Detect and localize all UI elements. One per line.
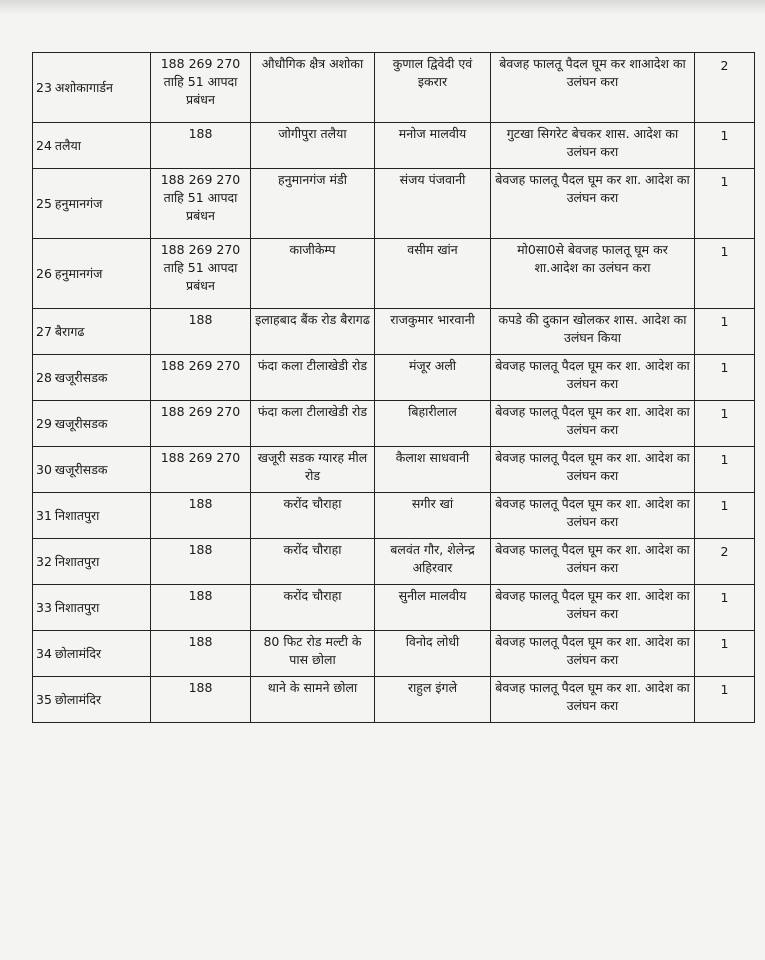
sections-cell bbox=[151, 309, 251, 355]
count-cell: 1 bbox=[695, 585, 755, 631]
police-station-cell bbox=[33, 309, 151, 355]
accused-cell: राजकुमार भारवानी bbox=[375, 309, 491, 355]
table-row bbox=[33, 447, 755, 493]
section-line: ताहि 51 आपदा bbox=[163, 74, 238, 89]
location-cell: फंदा कला टीलाखेडी रोड bbox=[251, 401, 375, 447]
location-cell: काजीकेम्प bbox=[251, 239, 375, 309]
section-line: 188 269 270 bbox=[160, 404, 241, 419]
offence-cell: कपडे की दुकान खोलकर शास. आदेश का उलंघन किया bbox=[491, 309, 695, 355]
serial-number: 29 bbox=[36, 415, 52, 431]
section-line: 188 269 270 bbox=[160, 242, 241, 257]
offence-cell: बेवजह फालतू पैदल घूम कर शा. आदेश का उलंघन करा bbox=[491, 677, 695, 723]
section-line: 188 bbox=[188, 496, 213, 511]
location-cell: 80 फिट रोड मल्टी के पास छोला bbox=[251, 631, 375, 677]
police-station-cell bbox=[33, 539, 151, 585]
count-cell: 2 bbox=[695, 53, 755, 123]
sections-cell bbox=[151, 539, 251, 585]
count-cell: 2 bbox=[695, 539, 755, 585]
section-line: 188 269 270 bbox=[160, 450, 241, 465]
table-row bbox=[33, 309, 755, 355]
fir-table-body bbox=[33, 53, 755, 723]
offence-cell: बेवजह फालतू पैदल घूम कर शा. आदेश का उलंघन करा bbox=[491, 169, 695, 239]
sections-cell bbox=[151, 631, 251, 677]
accused-cell: संजय पंजवानी bbox=[375, 169, 491, 239]
serial-number: 33 bbox=[36, 599, 52, 615]
offence-cell: बेवजह फालतू पैदल घूम कर शा. आदेश का उलंघन करा bbox=[491, 585, 695, 631]
sections-cell bbox=[151, 493, 251, 539]
serial-number: 24 bbox=[36, 137, 52, 153]
count-cell: 1 bbox=[695, 123, 755, 169]
table-row bbox=[33, 585, 755, 631]
police-station-cell bbox=[33, 53, 151, 123]
accused-cell: बिहारीलाल bbox=[375, 401, 491, 447]
accused-cell: सगीर खां bbox=[375, 493, 491, 539]
police-station-name: खजूरीसडक bbox=[54, 461, 108, 477]
police-station-name: खजूरीसडक bbox=[54, 369, 108, 385]
section-line: 188 269 270 bbox=[160, 172, 241, 187]
police-station-name: निशातपुरा bbox=[54, 553, 100, 569]
serial-number: 31 bbox=[36, 507, 52, 523]
count-cell: 1 bbox=[695, 239, 755, 309]
count-cell: 1 bbox=[695, 309, 755, 355]
police-station-cell bbox=[33, 493, 151, 539]
table-row bbox=[33, 169, 755, 239]
section-line: 188 bbox=[188, 312, 213, 327]
police-station-name: छोलामंदिर bbox=[54, 691, 102, 707]
location-cell: करोंद चौराहा bbox=[251, 539, 375, 585]
accused-cell: कुणाल द्विवेदी एवं इकरार bbox=[375, 53, 491, 123]
table-row bbox=[33, 401, 755, 447]
section-line: ताहि 51 आपदा bbox=[163, 190, 238, 205]
table-row bbox=[33, 493, 755, 539]
sections-cell bbox=[151, 53, 251, 123]
table-row bbox=[33, 355, 755, 401]
location-cell: औधौगिक क्षैत्र अशोका bbox=[251, 53, 375, 123]
section-line: 188 bbox=[188, 542, 213, 557]
police-station-name: निशातपुरा bbox=[54, 507, 100, 523]
location-cell: करोंद चौराहा bbox=[251, 493, 375, 539]
location-cell: थाने के सामने छोला bbox=[251, 677, 375, 723]
section-line: 188 bbox=[188, 588, 213, 603]
police-station-cell bbox=[33, 585, 151, 631]
accused-cell: सुनील मालवीय bbox=[375, 585, 491, 631]
count-cell: 1 bbox=[695, 401, 755, 447]
serial-number: 27 bbox=[36, 323, 52, 339]
police-station-cell bbox=[33, 123, 151, 169]
fir-table bbox=[32, 52, 755, 723]
sections-cell bbox=[151, 401, 251, 447]
police-station-cell bbox=[33, 355, 151, 401]
location-cell: हनुमानगंज मंडी bbox=[251, 169, 375, 239]
table-row bbox=[33, 631, 755, 677]
offence-cell: बेवजह फालतू पैदल घूम कर शा. आदेश का उलंघन करा bbox=[491, 401, 695, 447]
location-cell: करोंद चौराहा bbox=[251, 585, 375, 631]
police-station-cell bbox=[33, 401, 151, 447]
offence-cell: गुटखा सिगरेट बेचकर शास. आदेश का उलंघन करा bbox=[491, 123, 695, 169]
offence-cell: बेवजह फालतू पैदल घूम कर शाआदेश का उलंघन करा bbox=[491, 53, 695, 123]
serial-number: 34 bbox=[36, 645, 52, 661]
offence-cell: बेवजह फालतू पैदल घूम कर शा. आदेश का उलंघन करा bbox=[491, 355, 695, 401]
serial-number: 28 bbox=[36, 369, 52, 385]
offence-cell: बेवजह फालतू पैदल घूम कर शा. आदेश का उलंघन करा bbox=[491, 447, 695, 493]
sections-cell bbox=[151, 355, 251, 401]
accused-cell: वसीम खांन bbox=[375, 239, 491, 309]
count-cell: 1 bbox=[695, 355, 755, 401]
police-station-cell bbox=[33, 631, 151, 677]
table-row bbox=[33, 239, 755, 309]
location-cell: इलाहबाद बैंक रोड बैरागढ bbox=[251, 309, 375, 355]
sections-cell bbox=[151, 585, 251, 631]
offence-cell: बेवजह फालतू पैदल घूम कर शा. आदेश का उलंघन करा bbox=[491, 539, 695, 585]
section-line: 188 269 270 bbox=[160, 56, 241, 71]
accused-cell: राहुल इंगले bbox=[375, 677, 491, 723]
police-station-name: हनुमानगंज bbox=[54, 195, 103, 211]
count-cell: 1 bbox=[695, 447, 755, 493]
sections-cell bbox=[151, 447, 251, 493]
sections-cell bbox=[151, 239, 251, 309]
accused-cell: मंजूर अली bbox=[375, 355, 491, 401]
section-line: 188 269 270 bbox=[160, 358, 241, 373]
page-top-edge bbox=[0, 0, 765, 14]
accused-cell: मनोज मालवीय bbox=[375, 123, 491, 169]
location-cell: फंदा कला टीलाखेडी रोड bbox=[251, 355, 375, 401]
police-station-name: बैरागढ bbox=[54, 323, 85, 339]
section-line: 188 bbox=[188, 634, 213, 649]
serial-number: 32 bbox=[36, 553, 52, 569]
police-station-cell bbox=[33, 169, 151, 239]
section-line: प्रबंधन bbox=[186, 208, 215, 223]
section-line: ताहि 51 आपदा bbox=[163, 260, 238, 275]
serial-number: 30 bbox=[36, 461, 52, 477]
police-station-name: खजूरीसडक bbox=[54, 415, 108, 431]
location-cell: खजूरी सडक ग्यारह मील रोड bbox=[251, 447, 375, 493]
police-station-cell bbox=[33, 239, 151, 309]
sections-cell bbox=[151, 123, 251, 169]
serial-number: 35 bbox=[36, 691, 52, 707]
police-station-name: निशातपुरा bbox=[54, 599, 100, 615]
count-cell: 1 bbox=[695, 631, 755, 677]
table-row bbox=[33, 53, 755, 123]
offence-cell: मो0सा0से बेवजह फालतू घूम कर शा.आदेश का उलंघन करा bbox=[491, 239, 695, 309]
section-line: प्रबंधन bbox=[186, 278, 215, 293]
sections-cell bbox=[151, 169, 251, 239]
count-cell: 1 bbox=[695, 169, 755, 239]
count-cell: 1 bbox=[695, 677, 755, 723]
table-row bbox=[33, 677, 755, 723]
sections-cell bbox=[151, 677, 251, 723]
accused-cell: कैलाश साधवानी bbox=[375, 447, 491, 493]
count-cell: 1 bbox=[695, 493, 755, 539]
accused-cell: बलवंत गौर, शेलेन्द्र अहिरवार bbox=[375, 539, 491, 585]
police-station-name: अशोकागार्डन bbox=[54, 79, 113, 95]
police-station-name: तलैया bbox=[54, 137, 81, 153]
offence-cell: बेवजह फालतू पैदल घूम कर शा. आदेश का उलंघन करा bbox=[491, 631, 695, 677]
serial-number: 23 bbox=[36, 79, 52, 95]
serial-number: 25 bbox=[36, 195, 52, 211]
police-station-name: हनुमानगंज bbox=[54, 265, 103, 281]
section-line: प्रबंधन bbox=[186, 92, 215, 107]
police-station-name: छोलामंदिर bbox=[54, 645, 102, 661]
accused-cell: विनोद लोधी bbox=[375, 631, 491, 677]
section-line: 188 bbox=[188, 126, 213, 141]
police-station-cell bbox=[33, 447, 151, 493]
section-line: 188 bbox=[188, 680, 213, 695]
offence-cell: बेवजह फालतू पैदल घूम कर शा. आदेश का उलंघन करा bbox=[491, 493, 695, 539]
location-cell: जोगीपुरा तलैया bbox=[251, 123, 375, 169]
table-row bbox=[33, 123, 755, 169]
serial-number: 26 bbox=[36, 265, 52, 281]
police-station-cell bbox=[33, 677, 151, 723]
table-row bbox=[33, 539, 755, 585]
